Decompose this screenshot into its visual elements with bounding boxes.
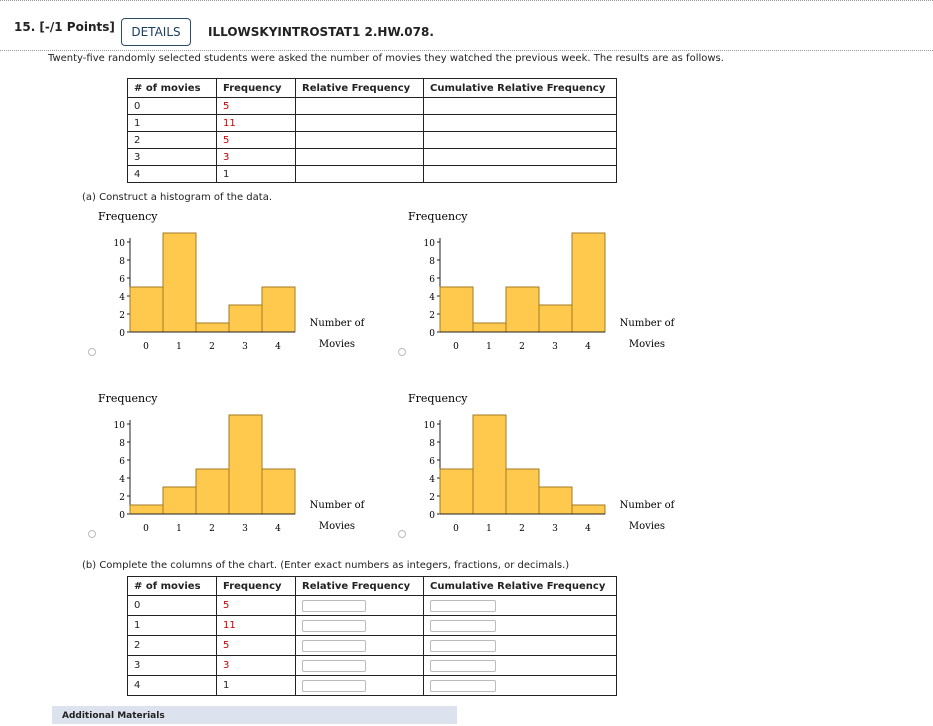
y-axis-label: Frequency (98, 392, 158, 405)
histogram-bar (196, 469, 229, 514)
y-tick-label: 0 (429, 329, 435, 339)
additional-materials-bar[interactable]: Additional Materials (52, 706, 457, 724)
histogram-bar (506, 469, 539, 514)
details-button[interactable]: DETAILS (121, 18, 191, 46)
cumulative-cell (424, 596, 617, 616)
y-tick-label: 0 (119, 511, 125, 521)
cumulative-cell (424, 149, 617, 166)
x-tick-label: 2 (209, 342, 215, 352)
table-row (128, 636, 617, 656)
cumulative-frequency-input[interactable] (430, 640, 496, 652)
y-tick-label: 2 (429, 493, 435, 503)
y-tick-label: 4 (119, 475, 125, 485)
histogram-bar (130, 505, 163, 514)
movies-cell: 2 (128, 132, 217, 149)
x-tick-label: 0 (143, 342, 149, 352)
table-row (128, 656, 617, 676)
cumulative-frequency-input[interactable] (430, 620, 496, 632)
frequency-cell: 5 (217, 98, 296, 115)
radio-option-1[interactable] (88, 348, 96, 356)
cumulative-cell (424, 98, 617, 115)
x-tick-label: 3 (552, 524, 558, 534)
frequency-cell: 5 (217, 636, 296, 656)
x-axis-label-line1: Number of (619, 318, 675, 329)
question-number: 15. [-/1 Points] (14, 20, 115, 34)
relative-frequency-input[interactable] (302, 620, 366, 632)
histogram-bar (163, 487, 196, 514)
movies-cell: 0 (128, 98, 217, 115)
x-axis-label-line1: Number of (309, 318, 365, 329)
cumulative-cell (424, 656, 617, 676)
cumulative-frequency-input[interactable] (430, 660, 496, 672)
col-header-relative: Relative Frequency (296, 79, 424, 98)
frequency-cell: 11 (217, 616, 296, 636)
movies-cell: 1 (128, 616, 217, 636)
col-header-movies: # of movies (128, 577, 217, 596)
question-code: ILLOWSKYINTROSTAT1 2.HW.078. (208, 25, 434, 39)
cumulative-cell (424, 636, 617, 656)
y-tick-label: 8 (429, 439, 435, 449)
x-axis-label-line1: Number of (619, 500, 675, 511)
table-row (128, 98, 617, 115)
y-tick-label: 8 (119, 439, 125, 449)
y-tick-label: 0 (119, 329, 125, 339)
table-row (128, 115, 617, 132)
y-tick-label: 6 (429, 275, 435, 285)
relative-cell (296, 115, 424, 132)
movies-cell: 2 (128, 636, 217, 656)
col-header-frequency: Frequency (217, 79, 296, 98)
relative-frequency-input[interactable] (302, 600, 366, 612)
table-row (128, 149, 617, 166)
frequency-cell: 5 (217, 132, 296, 149)
histogram-option-3 (90, 387, 390, 537)
table-header-row (128, 577, 617, 596)
histogram-bar (229, 305, 262, 332)
y-tick-label: 8 (429, 257, 435, 267)
table-header-row (128, 79, 617, 98)
x-axis-label-line2: Movies (628, 521, 666, 532)
col-header-relative: Relative Frequency (296, 577, 424, 596)
frequency-table-static (127, 78, 617, 183)
table-row (128, 616, 617, 636)
x-tick-label: 0 (453, 524, 459, 534)
cumulative-cell (424, 616, 617, 636)
y-tick-label: 2 (429, 311, 435, 321)
x-axis-label-line2: Movies (318, 339, 356, 350)
x-axis-label-line2: Movies (628, 339, 666, 350)
x-axis-label-line1: Number of (309, 500, 365, 511)
relative-cell (296, 616, 424, 636)
y-tick-label: 2 (119, 311, 125, 321)
table-row (128, 676, 617, 696)
histogram-bar (130, 287, 163, 332)
histogram-bar (440, 287, 473, 332)
frequency-cell: 1 (217, 166, 296, 183)
relative-cell (296, 656, 424, 676)
x-tick-label: 1 (176, 342, 182, 352)
x-tick-label: 1 (486, 524, 492, 534)
histogram-bar (440, 469, 473, 514)
col-header-cumulative: Cumulative Relative Frequency (424, 79, 617, 98)
x-tick-label: 1 (486, 342, 492, 352)
y-tick-label: 6 (119, 457, 125, 467)
intro-text: Twenty-five randomly selected students were asked the number of movies they watched the previous week. The results are as follows. (48, 53, 724, 64)
histogram-bar (539, 305, 572, 332)
table-row (128, 596, 617, 616)
x-tick-label: 4 (585, 524, 591, 534)
movies-cell: 1 (128, 115, 217, 132)
movies-cell: 0 (128, 596, 217, 616)
histogram-bar (506, 287, 539, 332)
y-tick-label: 10 (423, 421, 435, 431)
table-row (128, 166, 617, 183)
x-tick-label: 2 (209, 524, 215, 534)
relative-cell (296, 676, 424, 696)
relative-cell (296, 596, 424, 616)
x-tick-label: 4 (275, 524, 281, 534)
col-header-cumulative: Cumulative Relative Frequency (424, 577, 617, 596)
header-divider (0, 50, 933, 51)
y-tick-label: 10 (113, 239, 125, 249)
x-tick-label: 0 (453, 342, 459, 352)
radio-option-3[interactable] (88, 530, 96, 538)
histogram-bar (539, 487, 572, 514)
relative-cell (296, 166, 424, 183)
relative-cell (296, 132, 424, 149)
x-tick-label: 0 (143, 524, 149, 534)
y-tick-label: 6 (429, 457, 435, 467)
col-header-frequency: Frequency (217, 577, 296, 596)
relative-cell (296, 636, 424, 656)
frequency-cell: 3 (217, 656, 296, 676)
y-tick-label: 2 (119, 493, 125, 503)
x-tick-label: 3 (242, 342, 248, 352)
y-tick-label: 6 (119, 275, 125, 285)
movies-cell: 3 (128, 149, 217, 166)
frequency-cell: 11 (217, 115, 296, 132)
table-row (128, 132, 617, 149)
frequency-table-input (127, 576, 617, 696)
y-tick-label: 4 (119, 293, 125, 303)
cumulative-cell (424, 115, 617, 132)
x-tick-label: 2 (519, 342, 525, 352)
cumulative-cell (424, 132, 617, 149)
question-header (0, 6, 933, 46)
movies-cell: 4 (128, 166, 217, 183)
x-tick-label: 4 (585, 342, 591, 352)
histogram-option-1 (90, 205, 390, 355)
x-tick-label: 1 (176, 524, 182, 534)
x-tick-label: 3 (242, 524, 248, 534)
relative-cell (296, 149, 424, 166)
cumulative-frequency-input[interactable] (430, 600, 496, 612)
histogram-option-4 (400, 387, 700, 537)
y-tick-label: 4 (429, 293, 435, 303)
col-header-movies: # of movies (128, 79, 217, 98)
x-tick-label: 3 (552, 342, 558, 352)
y-tick-label: 4 (429, 475, 435, 485)
y-tick-label: 10 (423, 239, 435, 249)
part-b-prompt: (b) Complete the columns of the chart. (Enter exact numbers as integers, fractions, or decimals.) (82, 560, 570, 571)
histogram-bar (262, 469, 295, 514)
cumulative-cell (424, 676, 617, 696)
y-axis-label: Frequency (98, 210, 158, 223)
relative-frequency-input[interactable] (302, 640, 366, 652)
cumulative-cell (424, 166, 617, 183)
frequency-cell: 5 (217, 596, 296, 616)
x-tick-label: 2 (519, 524, 525, 534)
part-a-prompt: (a) Construct a histogram of the data. (82, 192, 273, 203)
histogram-option-2 (400, 205, 700, 355)
top-divider (0, 0, 933, 1)
histogram-bar (163, 233, 196, 332)
histogram-bar (572, 233, 605, 332)
y-tick-label: 0 (429, 511, 435, 521)
y-tick-label: 10 (113, 421, 125, 431)
histogram-bar (229, 415, 262, 514)
movies-cell: 3 (128, 656, 217, 676)
relative-frequency-input[interactable] (302, 660, 366, 672)
radio-option-4[interactable] (398, 530, 406, 538)
y-axis-label: Frequency (408, 210, 468, 223)
histogram-bar (473, 415, 506, 514)
x-axis-label-line2: Movies (318, 521, 356, 532)
frequency-cell: 1 (217, 676, 296, 696)
frequency-cell: 3 (217, 149, 296, 166)
histogram-bar (572, 505, 605, 514)
radio-option-2[interactable] (398, 348, 406, 356)
histogram-bar (473, 323, 506, 332)
y-axis-label: Frequency (408, 392, 468, 405)
relative-cell (296, 98, 424, 115)
histogram-bar (196, 323, 229, 332)
movies-cell: 4 (128, 676, 217, 696)
y-tick-label: 8 (119, 257, 125, 267)
cumulative-frequency-input[interactable] (430, 680, 496, 692)
x-tick-label: 4 (275, 342, 281, 352)
histogram-bar (262, 287, 295, 332)
relative-frequency-input[interactable] (302, 680, 366, 692)
